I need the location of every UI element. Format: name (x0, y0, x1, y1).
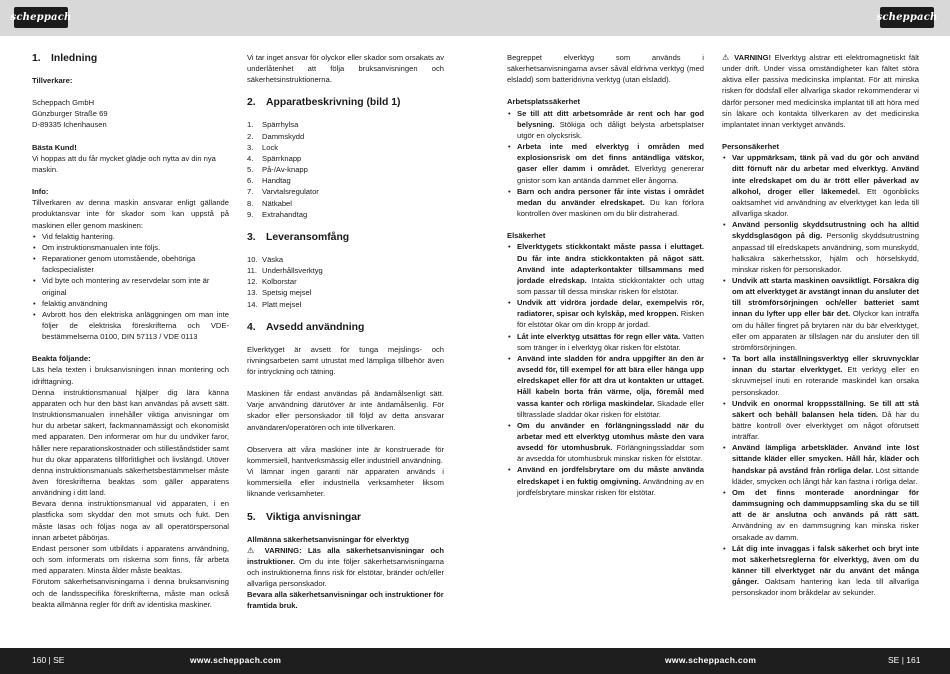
info-text: Tillverkaren av denna maskin ansvarar enligt gällande produktansvar inte för skador som kan uppstå på maskinen eller genom maskinen: (32, 198, 229, 230)
paragraph: Endast personer som utbildats i apparatens användning, och som informerats om riskerna som finns, får arbeta med apparaten. Minsta ålder måste beaktas. (32, 543, 229, 576)
list-item: • Använd personlig skyddsutrustning och ha alltid skyddsglasögon på dig. Personlig skyddsutrustning anpassad till elredskapets användning, som munskydd, halksäkra säkerhetsskor, hjälm och hörselskydd, minskar risken för personskador. (722, 219, 919, 275)
list-item: • Undvik att starta maskinen oavsiktligt. Försäkra dig om att elverktyget är avstängt innan du ansluter det till strömförsörjningen och/eller batteriet samt innan du lyfter upp eller bär det. Olyckor kan inträffa om du håller fingret på brytaren när du bär elverktyget, eller om apparaten är tillslagen när du ansluter den till strömförsörjningen. (722, 275, 919, 353)
paragraph: Begreppet elverktyg som används i säkerhetsanvisningarna avser såväl eldrivna verktyg (med elsladd) som batteridrivna verktyg (utan elsladd). (507, 53, 704, 85)
warning-paragraph: ⚠ VARNING: Läs alla säkerhetsanvisningar och instruktioner. Om du inte följer säkerhetsanvisningarna och instruktionerna finns risk för elstötar, bränder och/eller allvarliga personskador. (247, 545, 444, 589)
list-item: • Om det finns monterade anordningar för dammsugning och dammuppsamling ska du se till att de är anslutna och används på rätt sätt. Användning av en dammsugning kan minska risker orsakade av damm. (722, 487, 919, 543)
list-item: • Låt dig inte invaggas i falsk säkerhet och bryt inte mot säkerhetsreglerna för elverktyg, även om du känner till elverktyget när du använt det många gånger. Oaktsam hantering kan leda till allvarliga personskador inom bråkdelar av sekunder. (722, 543, 919, 599)
list-item: • Ta bort alla inställningsverktyg eller skruvnycklar innan du startar elverktyget. Ett verktyg eller en skruvmejsel inuti en roterande maskindel kan orsaka personskador. (722, 353, 919, 398)
keep-instructions: Bevara alla säkerhetsanvisningar och instruktioner för framtida bruk. (247, 590, 444, 611)
list-item: • Använd inte sladden för andra uppgifter än den är avsedd för, till exempel för att bära eller hänga upp elredskapet eller för att dra ut kontakten ur uttaget. Håll kabeln borta från värme, olja, föremål med vassa kanter och rörliga maskindelar. Skadade eller tilltrasslade sladdar ökar risken för elstötar. (507, 353, 704, 420)
website-link-right[interactable]: www.scheppach.com (665, 655, 757, 665)
kund-label: Bästa Kund! (32, 142, 77, 152)
header-bar (0, 0, 950, 36)
paragraph: Förutom säkerhetsanvisningarna i denna bruksanvisning och de landsspecifika föreskrifterna, måste man också beakta allmänna regler för drift av identiska maskiner. (32, 577, 229, 609)
list-item: • Undvik att vidröra jordade delar, exempelvis rör, radiatorer, spisar och kylskåp, med kroppen. Risken för elstötar ökar om din kropp är jordad. (507, 297, 704, 330)
kund-text: Vi hoppas att du får mycket glädje och nytta av din nya maskin. (32, 153, 216, 174)
list-item: 14. Platt mejsel (247, 299, 302, 309)
warning-paragraph: ⚠ VARNING! Elverktyg alstrar ett elektromagnetiskt fält under drift. Under vissa omständigheter kan fältet störa aktiva eller passiva medicinska implantat. För att minska risken för dödsfall eller allvarliga skador rekommenderar vi därför personer med medicinska implantat till att höra med sin läkare och kontakta tillverkaren av det medicinska implantatet innan verktyget används. (722, 53, 920, 129)
list-item: 10. Väska (247, 254, 284, 264)
subheading: Allmänna säkerhetsanvisningar för elverktyg (247, 534, 410, 544)
info-list (32, 231, 229, 343)
column-1 (32, 52, 229, 610)
column-4 (722, 52, 919, 599)
address-line: Günzburger Straße 69 (32, 109, 108, 119)
beakta-label: Beakta följande: (32, 354, 91, 364)
info-label: Info: (32, 187, 49, 197)
section-heading-5: 5. Viktiga anvisningar (247, 511, 362, 523)
workplace-list (507, 108, 704, 220)
list-item: 5. På-/Av-knapp (247, 165, 308, 175)
list-item: • Om du använder en förlängningssladd när du arbetar med ett elverktyg utomhus måste den vara avsedd för utomhusbruk. Förlängningssladdar som är avsedda för utomhusbruk minskar risken för elstötar. (507, 420, 704, 465)
list-item: • felaktig användning (32, 298, 229, 309)
page-number-right: SE | 161 (888, 655, 921, 665)
section-heading-3: 3. Leveransomfång (247, 231, 350, 243)
parts-list (247, 119, 444, 219)
list-item: • Barn och andra personer får inte vistas i området medan du använder elredskapet. Du kan förlora kontrollen över maskinen om du blir distraherad. (507, 186, 704, 219)
list-item: 4. Spärrknapp (247, 153, 302, 163)
paragraph: Läs hela texten i bruksanvisningen innan montering och idrifttagning. (32, 365, 229, 386)
list-item: 8. Nätkabel (247, 198, 292, 208)
tillverkare-label: Tillverkare: (32, 76, 73, 85)
electrical-list (507, 241, 704, 498)
paragraph: Vi lämnar ingen garanti när apparaten används i kommersiella eller industriella verksamheter liksom liknande verksamheter. (247, 467, 444, 499)
subheading: Elsäkerhet (507, 231, 546, 241)
list-item: • Avbrott hos den elektriska anläggningen om man inte följer de elektriska föreskrifterna och VDE-bestämmelserna 0100, DIN 57113 / VDE 0113 (32, 309, 229, 342)
list-item: 9. Extrahandtag (247, 209, 308, 219)
list-item: • Elverktygets stickkontakt måste passa i eluttaget. Du får inte ändra stickkontakten på något sätt. Använd inte adapterkontakter tillsammans med jordade elredskap. Intakta stickkontakter och uttag som passar till dessa minskar risken för elstötar. (507, 241, 704, 297)
list-item: 11. Underhållsverktyg (247, 266, 323, 276)
list-item: • Använd lämpliga arbetskläder. Använd inte löst sittande kläder eller smycken. Håll hår, kläder och handskar på avstånd från rörliga delar. Löst sittande kläder, smycken och långt hår kan fastna i rörliga delar. (722, 442, 919, 487)
list-item: 1. Spärrhylsa (247, 120, 299, 130)
paragraph: Elverktyget är avsett för tunga mejslings- och rivningsarbeten samt utrustat med lämpliga tillbehör även för intryckning och tätning. (247, 344, 444, 376)
list-item: • Reparationer genom utomstående, obehöriga fackspecialister (32, 253, 229, 275)
list-item: • Om instruktionsmanualen inte följs. (32, 242, 229, 253)
list-item: • Se till att ditt arbetsområde är rent och har god belysning. Stökiga och dåligt belysta arbetsplatser utgör en olycksrisk. (507, 108, 704, 141)
paragraph: Bevara denna instruktionsmanual vid apparaten, i en plastficka som skyddar den mot smuts och fukt. Den måste läsas och följas noga av all operatörspersonal innan arbetet påbörjas. (32, 499, 229, 542)
section-heading-2: 2. Apparatbeskrivning (bild 1) (247, 97, 401, 109)
list-item: 7. Varvtalsregulator (247, 187, 319, 197)
scheppach-logo-right: scheppach (880, 7, 934, 28)
subheading: Personsäkerhet (722, 142, 779, 152)
list-item: 6. Handtag (247, 176, 291, 186)
list-item: • Vid byte och montering av reservdelar som inte är original (32, 275, 229, 297)
warning-icon: ⚠ (247, 545, 259, 555)
paragraph: Vi tar inget ansvar för olyckor eller skador som orsakats av underlåtenhet att följa bruksanvisningen och säkerhetsinstruktionerna. (247, 53, 444, 85)
website-link-left[interactable]: www.scheppach.com (190, 655, 282, 665)
list-item: • Använd en jordfelsbrytare om du måste använda elredskapet i en fuktig omgivning. Användning av en jordfelsbrytare minskar risken för elstötar. (507, 464, 704, 497)
footer-bar (0, 648, 950, 674)
list-item: 12. Kolborstar (247, 277, 297, 287)
address-line: D-89335 Ichenhausen (32, 120, 107, 130)
column-3 (507, 52, 704, 498)
list-item: 13. Spetsig mejsel (247, 288, 312, 298)
warning-icon: ⚠ (722, 53, 731, 62)
section-heading-4: 4. Avsedd användning (247, 321, 365, 333)
page-number-left: 160 | SE (32, 655, 65, 665)
delivery-list (247, 254, 444, 310)
scheppach-logo-left: scheppach (14, 7, 68, 28)
list-item: • Undvik en onormal kroppsställning. Se till att stå säkert och behåll balansen hela tiden. Då har du bättre kontroll över elverktyget om något oförutsett inträffar. (722, 398, 919, 443)
list-item: • Var uppmärksam, tänk på vad du gör och använd ditt förnuft när du arbetar med elverktyg. Använd inte elredskapet om du är trött eller påverkad av alkohol, droger eller läkemedel. Ett ögonblicks oaktsamhet vid användning av elverktyget kan leda till allvarliga skador. (722, 152, 919, 219)
subheading: Arbetsplatssäkerhet (507, 97, 581, 107)
column-2 (247, 52, 444, 612)
list-item: 2. Dammskydd (247, 131, 305, 141)
address-line: Scheppach GmbH (32, 98, 95, 108)
list-item: • Låt inte elverktyg utsättas för regn eller väta. Vatten som tränger in i elverktyg ökar risken för elstötar. (507, 331, 704, 353)
paragraph: Observera att våra maskiner inte är konstruerade för kommersiell, hantverksmässig eller industriell användning. (247, 444, 444, 465)
section-heading-1: 1. Inledning (32, 53, 98, 64)
paragraph: Maskinen får endast användas på ändamålsenligt sätt. Varje användning därutöver är inte ändamålsenlig. För skador eller personskador till följd av detta ansvarar användaren/operatören och inte tillverkaren. (247, 389, 444, 432)
list-item: 3. Lock (247, 142, 279, 152)
list-item: • Arbeta inte med elverktyg i områden med explosionsrisk om det finns antändliga vätskor, gaser eller damm i området. Elverktyg genererar gnistor som kan antända dammet eller ångorna. (507, 141, 704, 186)
list-item: • Vid felaktig hantering. (32, 231, 229, 242)
personal-safety-list (722, 152, 919, 598)
paragraph: Denna instruktionsmanual hjälper dig lära känna apparaten och hur den bäst kan användas på avsett sätt. Instruktionsmanualen innehåller viktiga anvisningar om hur du arbetar säkert, fackmannamässigt och ekonomiskt med apparaten. Den informerar om hur du undviker faror, håller nere reparationskostnader och stilleståndstider samt hur du ökar apparatens tillförlitlighet och livslängd. Utöver denna instruktionsmanuals säkerhetsbestämmelser måste även föreskrifterna beaktas som gäller apparatens användning i ditt land. (32, 387, 229, 498)
